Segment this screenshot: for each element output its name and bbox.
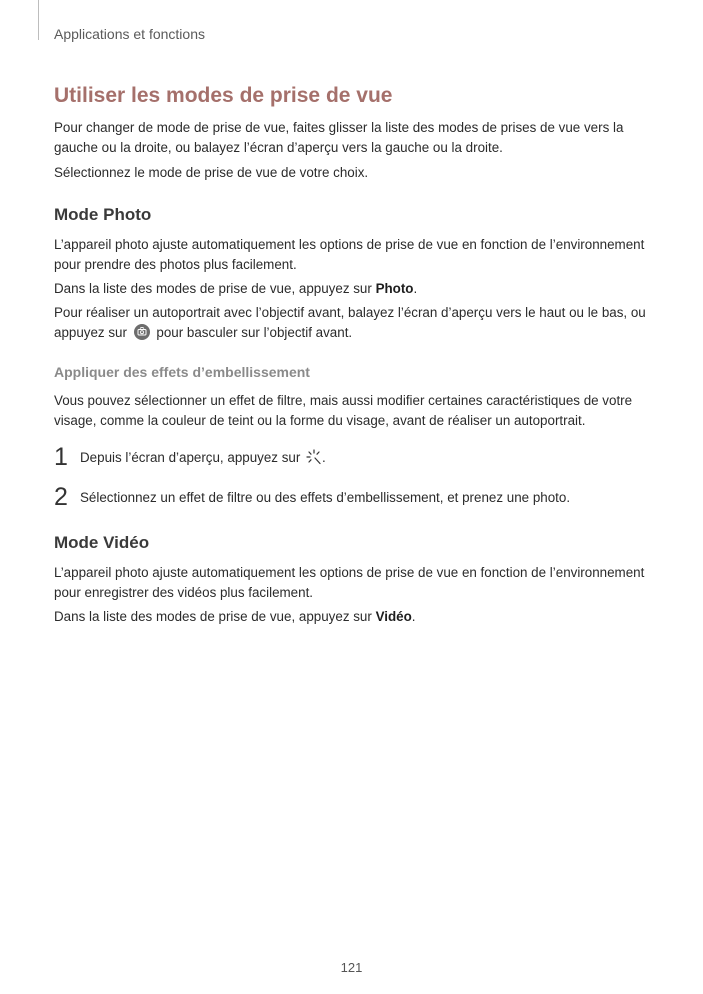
- running-head: Applications et fonctions: [54, 26, 205, 42]
- photo-mode-paragraph: [54, 279, 654, 299]
- text-run: Depuis l’écran d’aperçu, appuyez sur: [80, 450, 305, 465]
- step-number: 2: [54, 483, 68, 511]
- step-text: [80, 443, 326, 468]
- video-mode-paragraph: L’appareil photo ajuste automatiquement les options de prise de vue en fonction de l’environnement pour enregistrer des vidéos plus facilement.: [54, 565, 645, 600]
- text-run: Dans la liste des modes de prise de vue, appuyez sur: [54, 609, 376, 624]
- beauty-effects-paragraph: Vous pouvez sélectionner un effet de filtre, mais aussi modifier certaines caractéristiques de votre visage, comme la couleur de teint ou la forme du visage, avant de réaliser un autoportrait.: [54, 393, 633, 428]
- video-mode-paragraph: [54, 607, 654, 627]
- video-mode-title: Mode Vidéo: [54, 533, 150, 552]
- step-text: Sélectionnez un effet de filtre ou des effets d’embellissement, et prenez une photo.: [80, 490, 571, 505]
- text-run: .: [322, 450, 326, 465]
- camera-switch-icon: [134, 324, 150, 340]
- header-rule: [38, 0, 39, 40]
- intro-paragraph: Sélectionnez le mode de prise de vue de votre choix.: [54, 165, 369, 180]
- text-run: .: [413, 281, 418, 296]
- text-run: Dans la liste des modes de prise de vue, appuyez sur: [54, 281, 376, 296]
- page-number: 121: [340, 960, 363, 975]
- page-content: [54, 82, 654, 627]
- step-item: [54, 483, 654, 511]
- step-item: [54, 443, 654, 471]
- intro-paragraph: Pour changer de mode de prise de vue, faites glisser la liste des modes de prises de vue vers la gauche ou la droite, ou balayez l’écran d’aperçu vers la gauche ou la droite.: [54, 120, 624, 155]
- step-number: 1: [54, 443, 68, 471]
- text-run: .: [411, 609, 416, 624]
- text-run: Pour réaliser un autoportrait avec l’objectif avant, balayez l’écran d’aperçu vers le haut ou le bas, ou appuyez sur: [54, 305, 646, 340]
- photo-mode-paragraph: [54, 303, 654, 343]
- photo-mode-paragraph: L’appareil photo ajuste automatiquement les options de prise de vue en fonction de l’environnement pour prendre des photos plus facilement.: [54, 237, 645, 272]
- text-run: pour basculer sur l’objectif avant.: [152, 325, 353, 340]
- beauty-effects-title: Appliquer des effets d’embellissement: [54, 364, 310, 380]
- sparkle-icon: [306, 449, 322, 465]
- photo-mode-title: Mode Photo: [54, 205, 152, 224]
- photo-keyword: Photo: [375, 281, 414, 296]
- video-keyword: Vidéo: [375, 609, 412, 624]
- section-title: Utiliser les modes de prise de vue: [54, 84, 393, 107]
